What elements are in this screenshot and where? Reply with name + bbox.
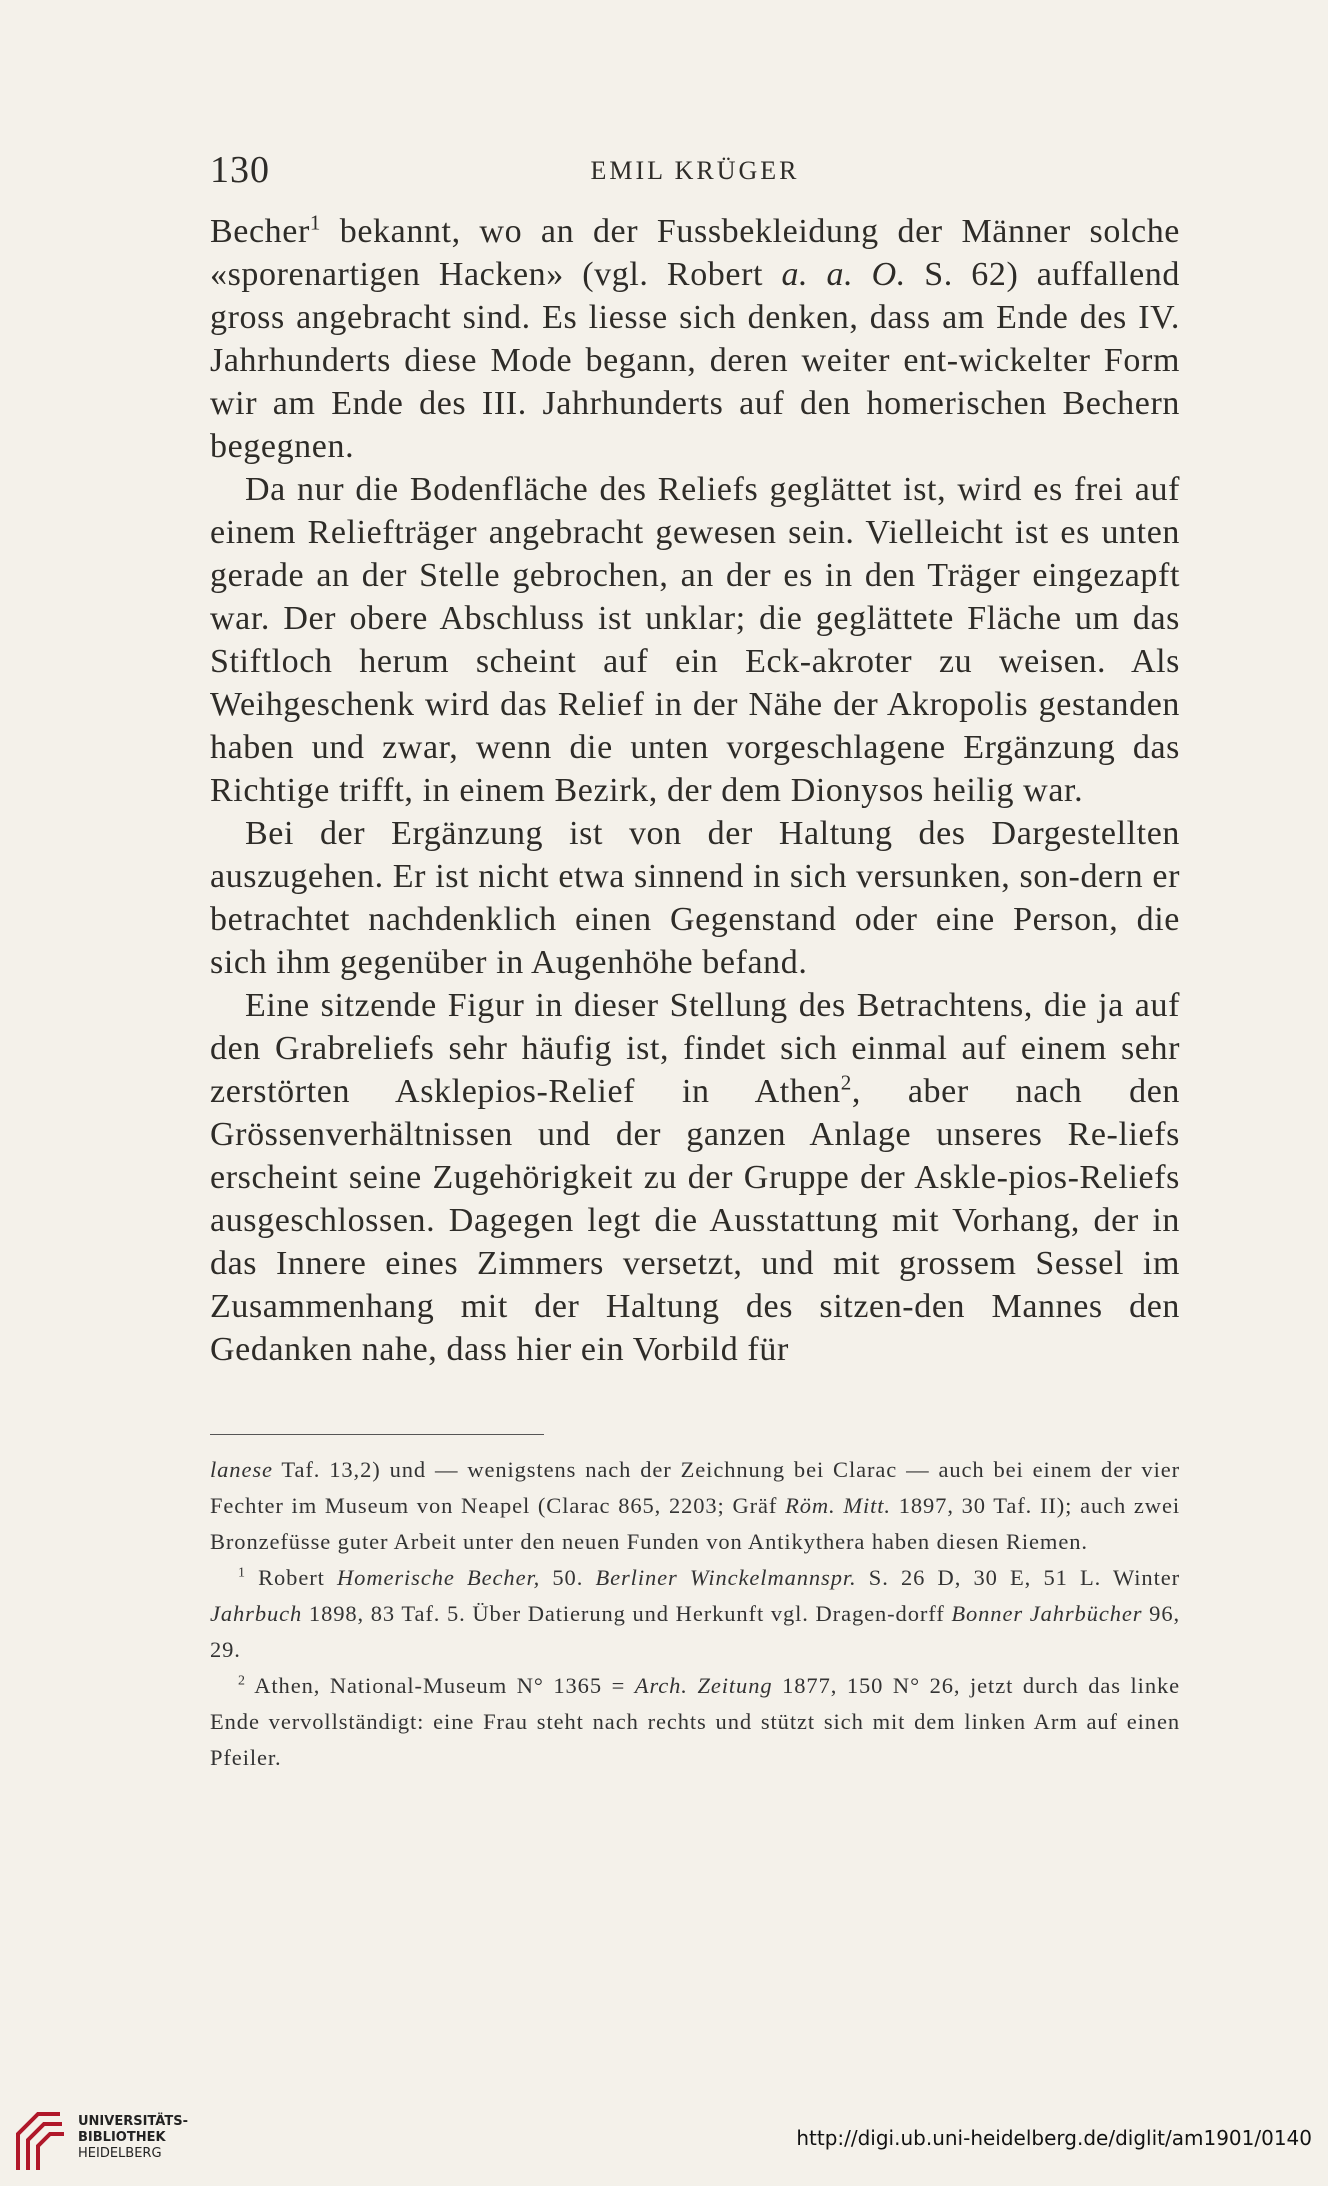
footnote-ref-2: 2: [840, 1070, 852, 1095]
body-text: [210, 210, 1180, 1371]
footnote-2: $^2$ Athen, National-Museum N° 1365 = Arch. Zeitung 1877, 150 N° 26, jetzt durch das linke Ende vervollständigt: eine Frau steht nach rechts und stützt sich mit dem linken Arm auf einen Pfeiler.: [210, 1673, 1181, 1770]
paragraph-4: Eine sitzende Figur in dieser Stellung des Betrachtens, die ja auf den Grabreliefs sehr häufig ist, findet sich einmal auf einem sehr zerstörten Asklepios-Relief in Athen$^2$, aber nach den Grössenverhältnissen und der ganzen Anlage unseres Re-liefs erscheint seine Zugehörigkeit zu der Gruppe der Askle-pios-Reliefs ausgeschlossen. Dagegen legt die Ausstattung mit Vorhang, der in das Innere eines Zimmers versetzt, und mit grossem Sessel im Zusammenhang mit der Haltung des sitzen-den Mannes den Gedanken nahe, dass hier ein Vorbild für: [210, 987, 1180, 1368]
footnotes: [210, 1452, 1180, 1776]
footnote-ref-1: 1: [309, 210, 322, 235]
paragraph-1: Becher$^1$ bekannt, wo an der Fussbekleidung der Männer solche «sporenartigen Hacken» (vgl. Robert a. a. O. S. 62) auffallend gross angebracht sind. Es liesse sich denken, dass am Ende des IV. Jahrhunderts diese Mode begann, deren weiter ent-wickelter Form wir am Ende des III. Jahrhunderts auf den homerischen Bechern begegnen.: [210, 210, 1180, 465]
source-url-link[interactable]: http://digi.ub.uni-heidelberg.de/diglit/am1901/0140: [796, 2126, 1312, 2150]
header-author: EMIL KRÜGER: [590, 156, 800, 185]
paragraph-2: Da nur die Bodenfläche des Reliefs geglättet ist, wird es frei auf einem Reliefträger angebracht gewesen sein. Vielleicht ist es unten gerade an der Stelle gebrochen, an der es in den Träger eingezapft war. Der obere Abschluss ist unklar; die geglättete Fläche um das Stiftloch herum scheint auf ein Eck-akroter zu weisen. Als Weihgeschenk wird das Relief in der Nähe der Akropolis gestanden haben und zwar, wenn die unten vorgeschlagene Ergänzung das Richtige trifft, in einem Bezirk, der dem Dionysos heilig war.: [210, 471, 1180, 809]
library-logo-icon: [12, 2104, 70, 2172]
footnote-divider: [210, 1434, 544, 1435]
footnote-continued: lanese Taf. 13,2) und — wenigstens nach der Zeichnung bei Clarac — auch bei einem der vier Fechter im Museum von Neapel (Clarac 865, 2203; Gräf Röm. Mitt. 1897, 30 Taf. II); auch zwei Bronzefüsse guter Arbeit unter den neuen Funden von Antikythera haben diesen Riemen.: [210, 1457, 1180, 1554]
footnote-1: $^1$ Robert Homerische Becher, 50. Berliner Winckelmannspr. S. 26 D, 30 E, 51 L. Winter Jahrbuch 1898, 83 Taf. 5. Über Datierung und Herkunft vgl. Dragen-dorff Bonner Jahrbücher 96, 29.: [210, 1565, 1180, 1662]
library-name: UNIVERSITÄTS- BIBLIOTHEK HEIDELBERG: [78, 2114, 188, 2161]
page-number: 130: [210, 149, 270, 191]
running-head: [210, 148, 1180, 192]
paragraph-3: Bei der Ergänzung ist von der Haltung des Dargestellten auszugehen. Er ist nicht etwa sinnend in sich versunken, son-dern er betrachtet nachdenklich einen Gegenstand oder eine Person, die sich ihm gegenüber in Augenhöhe befand.: [210, 815, 1180, 981]
